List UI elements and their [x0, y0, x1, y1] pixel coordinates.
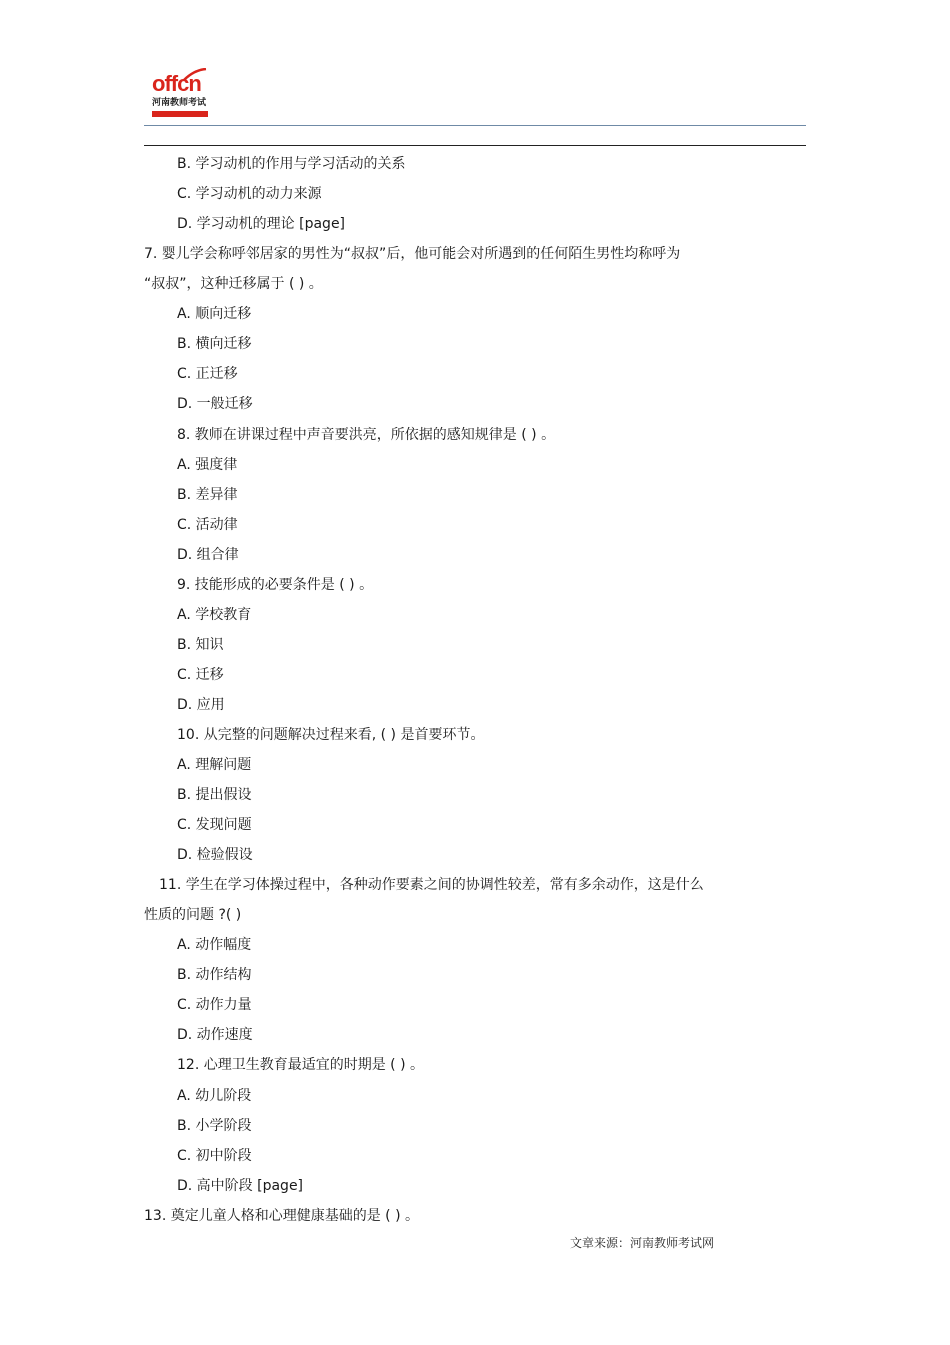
- option-line: B. 差异律: [177, 487, 238, 503]
- option-line: D. 检验假设: [177, 847, 253, 863]
- option-line: A. 强度律: [177, 457, 238, 473]
- question-line: 性质的问题 ?( ): [144, 907, 242, 923]
- logo-subtitle: 河南教师考试: [152, 98, 207, 108]
- option-line: B. 动作结构: [177, 967, 252, 983]
- question-line: 8. 教师在讲课过程中声音要洪亮，所依据的感知规律是 ( ) 。: [177, 427, 556, 443]
- option-line: D. 一般迁移: [177, 396, 253, 412]
- option-line: D. 高中阶段 [page]: [177, 1178, 304, 1194]
- option-line: C. 正迁移: [177, 366, 238, 382]
- question-line: 11. 学生在学习体操过程中，各种动作要素之间的协调性较差，常有多余动作，这是什么: [159, 877, 704, 893]
- option-line: B. 小学阶段: [177, 1118, 252, 1134]
- option-line: B. 提出假设: [177, 787, 252, 803]
- question-line: 13. 奠定儿童人格和心理健康基础的是 ( ) 。: [144, 1208, 419, 1224]
- option-line: D. 应用: [177, 697, 225, 713]
- page-top-rule: [144, 145, 806, 146]
- option-line: B. 学习动机的作用与学习活动的关系: [177, 156, 406, 172]
- question-line: 7. 婴儿学会称呼邻居家的男性为“叔叔”后，他可能会对所遇到的任何陌生男性均称呼为: [144, 246, 681, 262]
- offcn-logo: [152, 72, 212, 122]
- option-line: B. 横向迁移: [177, 336, 252, 352]
- option-line: D. 动作速度: [177, 1027, 253, 1043]
- option-line: A. 幼儿阶段: [177, 1088, 252, 1104]
- option-line: C. 发现问题: [177, 817, 252, 833]
- logo-red-bar: [152, 111, 208, 117]
- option-line: B. 知识: [177, 637, 224, 653]
- option-line: A. 动作幅度: [177, 937, 252, 953]
- option-line: C. 迁移: [177, 667, 224, 683]
- article-source: 文章来源：河南教师考试网: [570, 1236, 715, 1250]
- option-line: D. 组合律: [177, 547, 239, 563]
- option-line: A. 学校教育: [177, 607, 252, 623]
- question-line: 10. 从完整的问题解决过程来看, ( ) 是首要环节。: [177, 727, 485, 743]
- option-line: C. 动作力量: [177, 997, 252, 1013]
- logo-wordmark: offcn: [152, 71, 201, 96]
- question-line: “叔叔”，这种迁移属于 ( ) 。: [144, 276, 323, 292]
- option-line: C. 初中阶段: [177, 1148, 252, 1164]
- option-line: C. 学习动机的动力来源: [177, 186, 322, 202]
- question-line: 12. 心理卫生教育最适宜的时期是 ( ) 。: [177, 1057, 424, 1073]
- header-divider: [144, 125, 806, 126]
- option-line: A. 顺向迁移: [177, 306, 252, 322]
- logo-swoosh-icon: [182, 68, 208, 82]
- question-line: 9. 技能形成的必要条件是 ( ) 。: [177, 577, 374, 593]
- option-line: A. 理解问题: [177, 757, 252, 773]
- option-line: C. 活动律: [177, 517, 238, 533]
- option-line: D. 学习动机的理论 [page]: [177, 216, 346, 232]
